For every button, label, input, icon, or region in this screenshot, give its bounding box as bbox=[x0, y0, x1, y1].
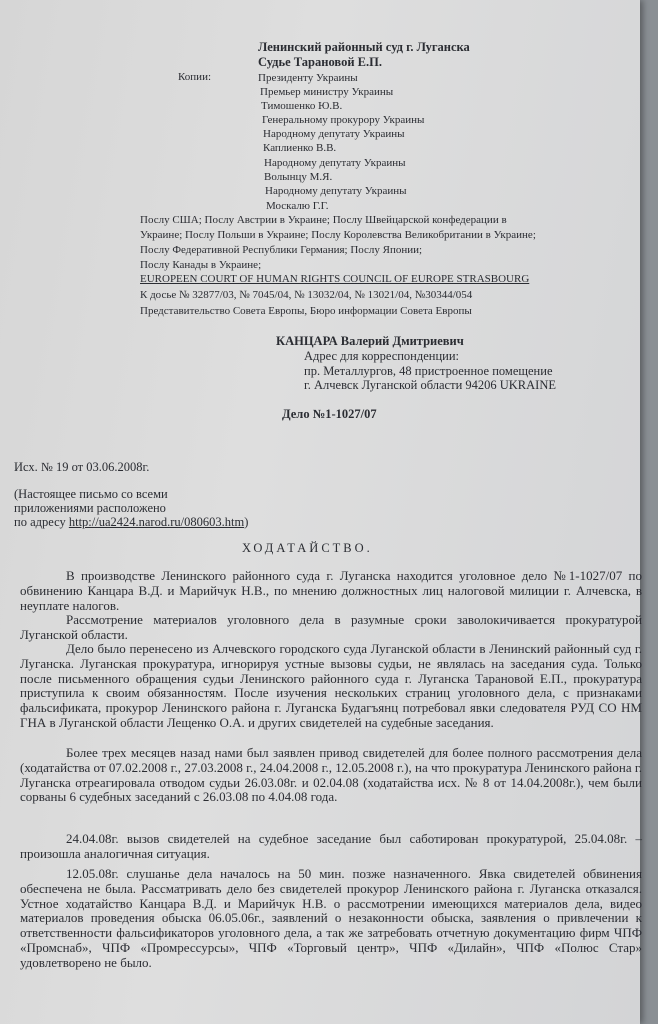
copies-item: Тимошенко Ю.В. bbox=[261, 100, 343, 112]
council-line: Представительство Совета Европы, Бюро информации Совета Европы bbox=[140, 305, 472, 317]
paragraph: Дело было перенесено из Алчевского городского суда Луганской области в Ленинский районный суд г. Луганска. Луганская прокуратура, игнорируя устные вызовы судьи, не являлась на заседания суда. Только после письменного обращения судьи Ленинского районного суда г. Луганска Тарановой Е.П., прокуратура приступила к своим обязанностям. После изучения нескольких страниц уголовного дела, с признаками фальсификата, прокурор Ленинского района г. Луганска Будагъянц потребовал явки следователя РУД СО НМ ГНА в Луганской области Лещенко О.А. и других свидетелей на судебные заседания. bbox=[20, 641, 642, 730]
copies-item: Народному депутату Украины bbox=[264, 157, 406, 169]
copies-item: Премьер министру Украины bbox=[260, 86, 394, 98]
letter-link[interactable]: http://ua2424.narod.ru/080603.htm bbox=[68, 515, 245, 529]
note-suffix: ) bbox=[244, 515, 249, 529]
sender-address-line: г. Алчевск Луганской области 94206 UKRAINE bbox=[304, 378, 557, 392]
note-line: приложениями расположено bbox=[14, 501, 166, 515]
copies-label: Копии: bbox=[178, 71, 212, 83]
embassies-line: Послу Канады в Украине; bbox=[140, 259, 262, 271]
paragraph: В производстве Ленинского районного суда г. Луганска находится уголовное дело №1-1027/07 по обвинению Канцара В.Д. и Марийчук Н.В., по мнению должностных лиц налоговой милиции г. Алчевска, в неуплате налогов. bbox=[20, 568, 642, 613]
outgoing-number: Исх. № 19 от 03.06.2008г. bbox=[14, 460, 150, 474]
copies-item: Народному депутату Украины bbox=[263, 128, 405, 140]
sender-name: КАНЦАРА Валерий Дмитриевич bbox=[276, 334, 464, 348]
paragraph: Более трех месяцев назад нами был заявлен привод свидетелей для более полного рассмотрения дела (ходатайства от 07.02.2008 г., 27.03.2008 г., 24.04.2008 г., 12.05.2008 г.), на что прокуратура Ленинского района г. Луганска отреагировала отводом судьи 26.03.08г. и 02.04.08 (ходатайства исх. № 8 от 14.04.2008г.), чем были сорваны 6 судебных заседаний с 26.03.08 по 4.04.08 года. bbox=[20, 745, 642, 805]
document-title: ХОДАТАЙСТВО. bbox=[242, 541, 373, 555]
note-line bbox=[14, 515, 248, 530]
copies-item: Москалю Г.Г. bbox=[266, 200, 329, 212]
judge-name: Судье Тарановой Е.П. bbox=[258, 55, 382, 69]
case-number: Дело №1-1027/07 bbox=[282, 407, 377, 421]
embassies-line: Украине; Послу Польши в Украине; Послу Королевства Великобритании в Украине; bbox=[140, 229, 536, 241]
court-name: Ленинский районный суд г. Луганска bbox=[258, 40, 470, 54]
sender-address-line: пр. Металлургов, 48 пристроенное помещение bbox=[304, 364, 553, 378]
embassies-line: Послу Федеративной Республики Германия; Послу Японии; bbox=[140, 244, 423, 256]
sender-address-label: Адрес для корреспонденции: bbox=[304, 349, 460, 363]
paragraph: Рассмотрение материалов уголовного дела в разумные сроки заволокичивается прокуратурой Луганской области. bbox=[20, 612, 642, 642]
copies-item: Президенту Украины bbox=[258, 72, 358, 84]
copies-item: Народному депутату Украины bbox=[265, 185, 407, 197]
copies-item: Каплиенко В.В. bbox=[263, 142, 337, 154]
copies-item: Волынцу М.Я. bbox=[264, 171, 333, 183]
embassies-line: Послу США; Послу Австрии в Украине; Послу Швейцарской конфедерации в bbox=[140, 214, 507, 226]
note-prefix: по адресу bbox=[14, 515, 69, 529]
paragraph: 12.05.08г. слушанье дела началось на 50 мин. позже назначенного. Явка свидетелей обвинения обеспечена не была. Рассматривать дело без свидетелей прокурор Ленинского района г. Луганска отказался. Устное ходатайство Канцара В.Д. и Марийчук Н.В. о рассмотрении имеющихся материалов дела, видео материалов проведения обыска 06.05.06г., заявлений о незаконности обыска, заявления о привлечении к ответственности фальсификаторов уголовного дела, а так же затребовать отчетную документацию фирм ЧПФ «Промснаб», ЧПФ «Промрессурсы», ЧПФ «Торговый центр», ЧПФ «Дилайн», ЧПФ «Полюс Стар» удовлетворено не было. bbox=[20, 866, 642, 970]
paragraph: 24.04.08г. вызов свидетелей на судебное заседание был саботирован прокуратурой, 25.04.08г. –произошла аналогичная ситуация. bbox=[20, 831, 642, 861]
echr-line: EUROPEEN COURT OF HUMAN RIGHTS COUNCIL OF EUROPE STRASBOURG bbox=[140, 273, 530, 285]
copies-item: Генеральному прокурору Украины bbox=[262, 114, 425, 126]
dossier-line: К досье № 32877/03, № 7045/04, № 13032/04, № 13021/04, №30344/054 bbox=[140, 289, 473, 301]
note-line: (Настоящее письмо со всеми bbox=[14, 487, 168, 501]
